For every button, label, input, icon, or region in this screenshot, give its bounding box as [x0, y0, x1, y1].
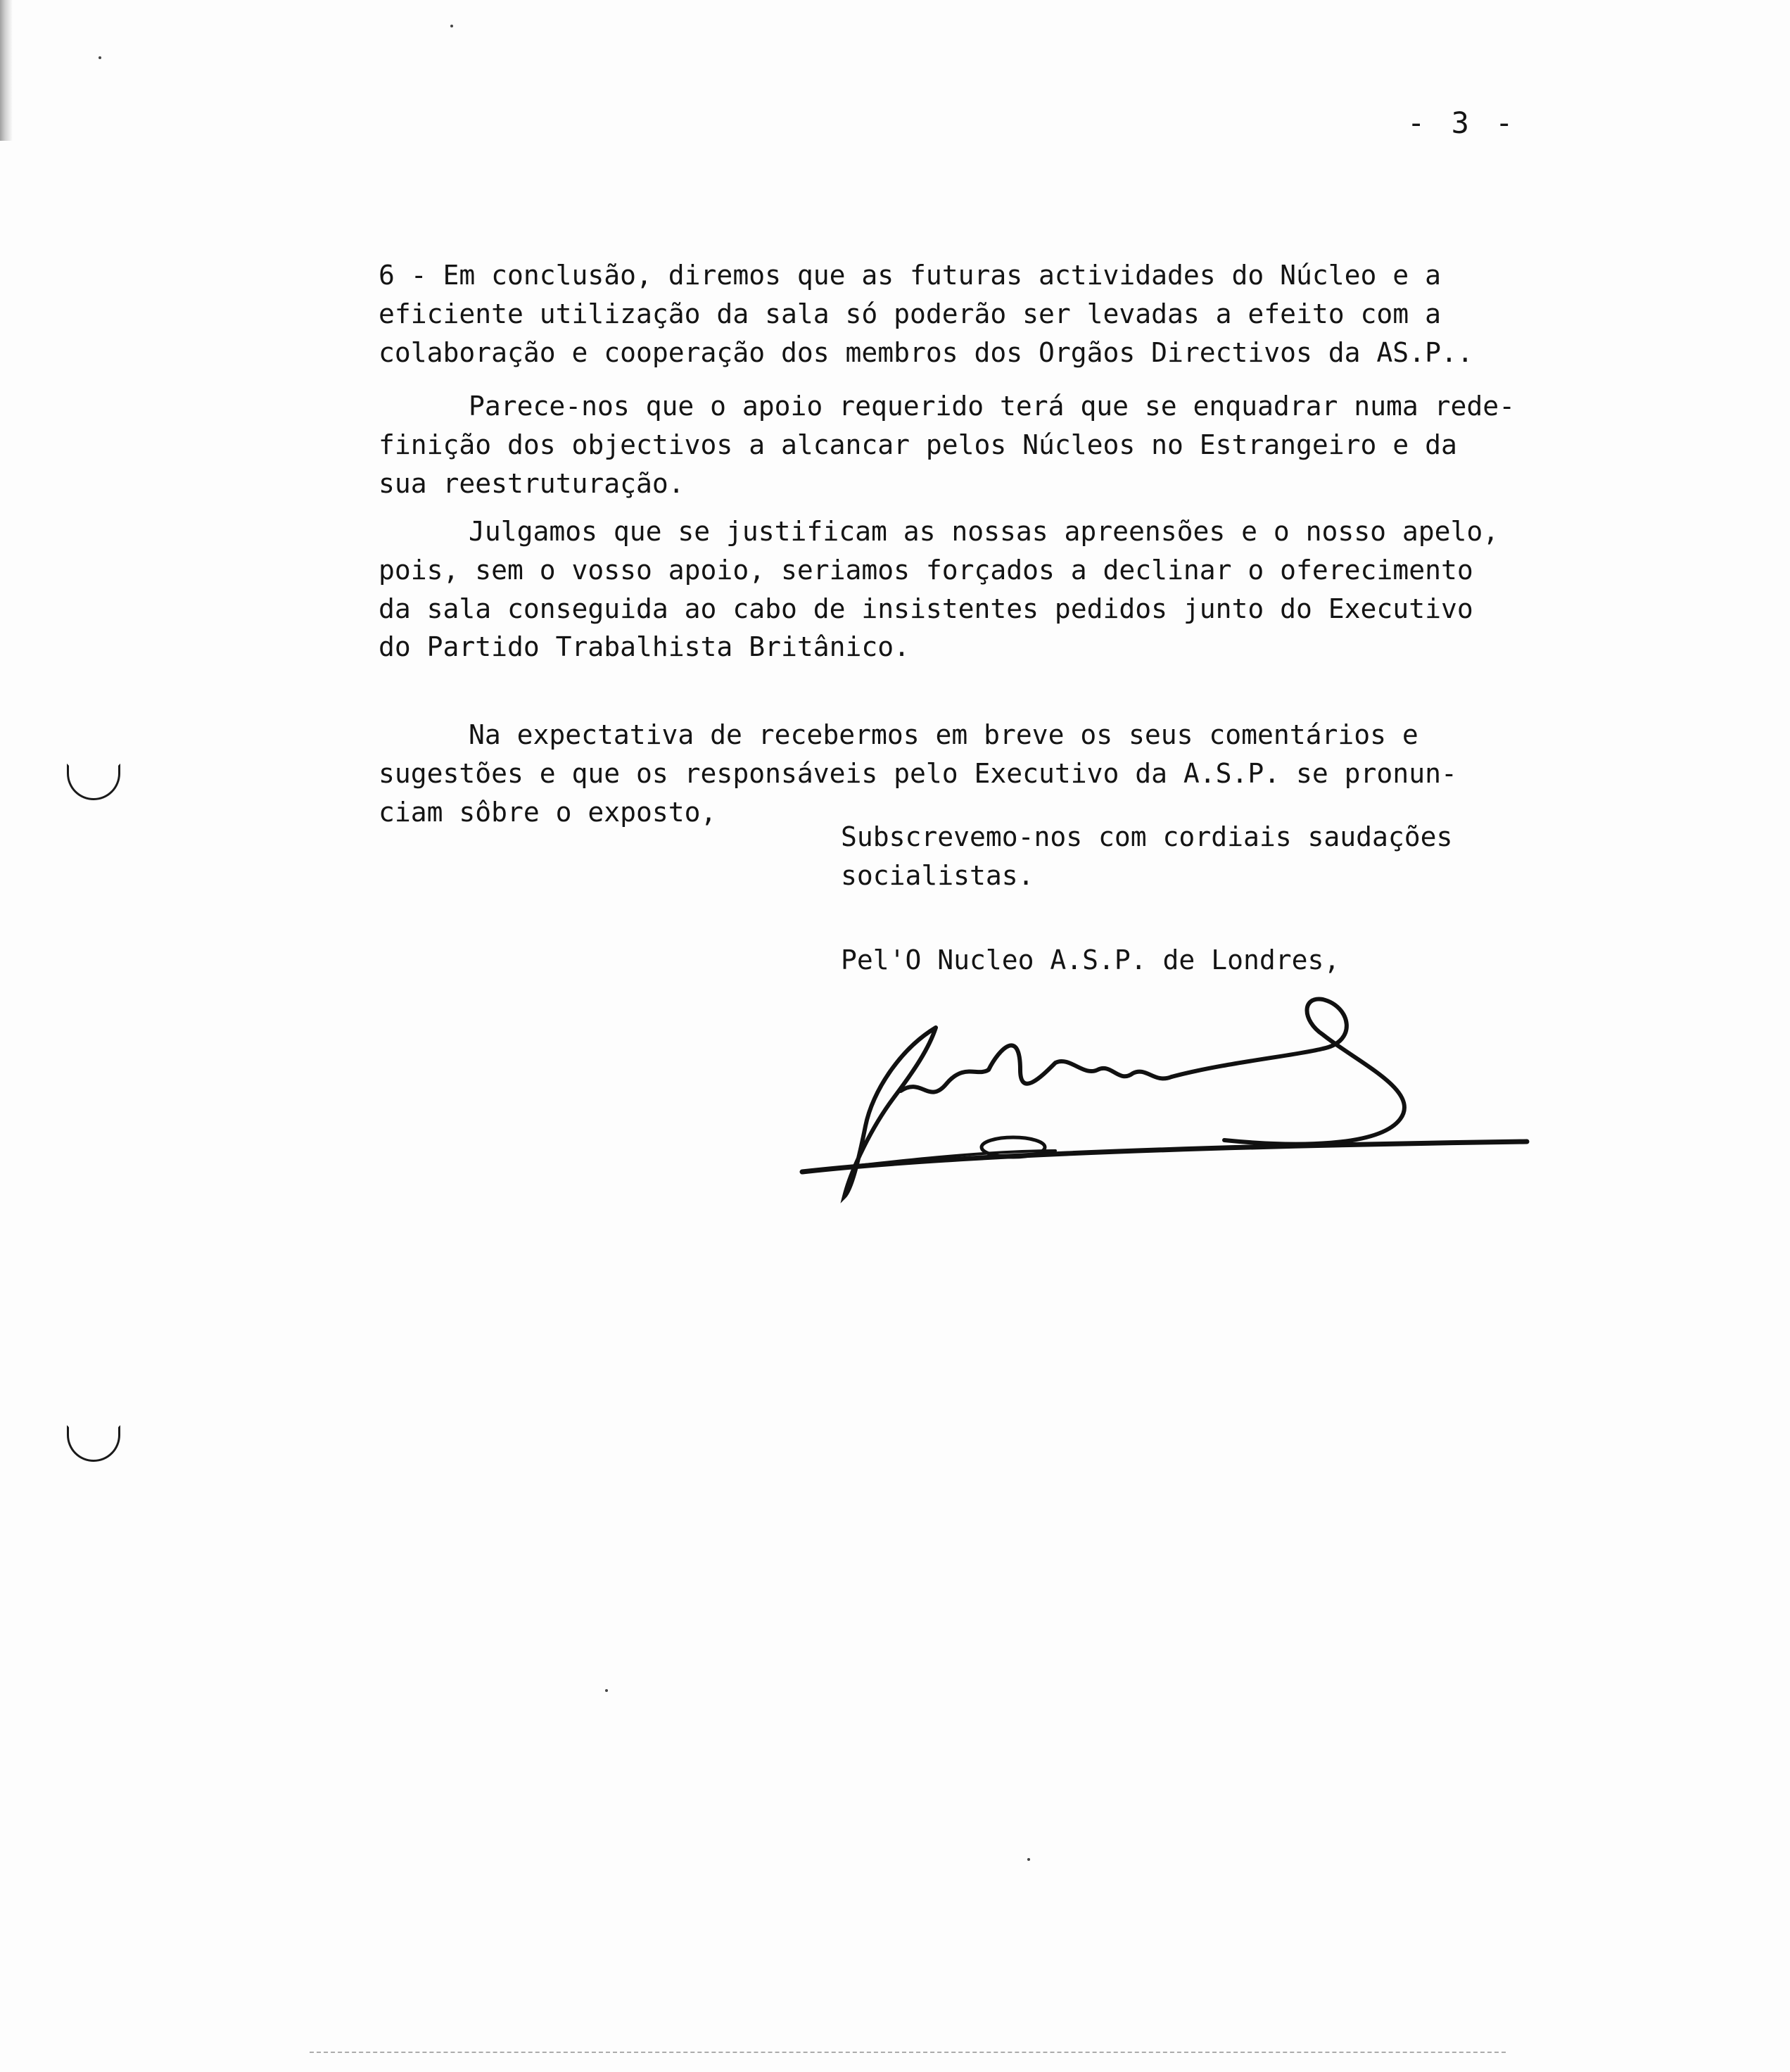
text-line: Na expectativa de recebermos em breve os seus comentários e	[469, 719, 1418, 750]
ink-speck	[605, 1689, 608, 1692]
text-line: ciam sôbre o exposto,	[379, 797, 717, 828]
scan-edge-shadow	[0, 0, 13, 141]
text-line: Parece-nos que o apoio requerido terá que se enquadrar numa rede-	[469, 391, 1516, 422]
text-line: pois, sem o vosso apoio, seriamos forçados a declinar o oferecimento	[379, 555, 1473, 586]
punch-hole-mark	[67, 1425, 120, 1462]
text-line: 6 - Em conclusão, diremos que as futuras actividades do Núcleo e a	[379, 260, 1441, 291]
text-line: eficiente utilização da sala só poderão ser levadas a efeito com a	[379, 298, 1441, 329]
sender-line: Pel'O Nucleo A.S.P. de Londres,	[841, 945, 1340, 975]
ink-speck	[99, 56, 101, 59]
punch-hole-mark	[67, 764, 120, 800]
text-line: da sala conseguida ao cabo de insistentes pedidos junto do Executivo	[379, 593, 1473, 624]
bottom-scan-edge	[310, 2052, 1506, 2059]
page-number: - 3 -	[1407, 106, 1518, 140]
handwritten-signature	[788, 985, 1548, 1211]
closing-line: socialistas.	[841, 860, 1034, 891]
text-line: finição dos objectivos a alcancar pelos Núcleos no Estrangeiro e da	[379, 429, 1457, 460]
closing-line: Subscrevemo-nos com cordiais saudações	[841, 821, 1453, 852]
text-line: sua reestruturação.	[379, 468, 685, 499]
text-line: Julgamos que se justificam as nossas apreensões e o nosso apelo,	[469, 516, 1499, 547]
text-line: colaboração e cooperação dos membros dos Orgãos Directivos da AS.P..	[379, 337, 1473, 368]
text-line: do Partido Trabalhista Britânico.	[379, 631, 910, 662]
text-line: sugestões e que os responsáveis pelo Executivo da A.S.P. se pronun-	[379, 758, 1457, 789]
ink-speck	[450, 25, 453, 27]
ink-speck	[1027, 1858, 1030, 1861]
